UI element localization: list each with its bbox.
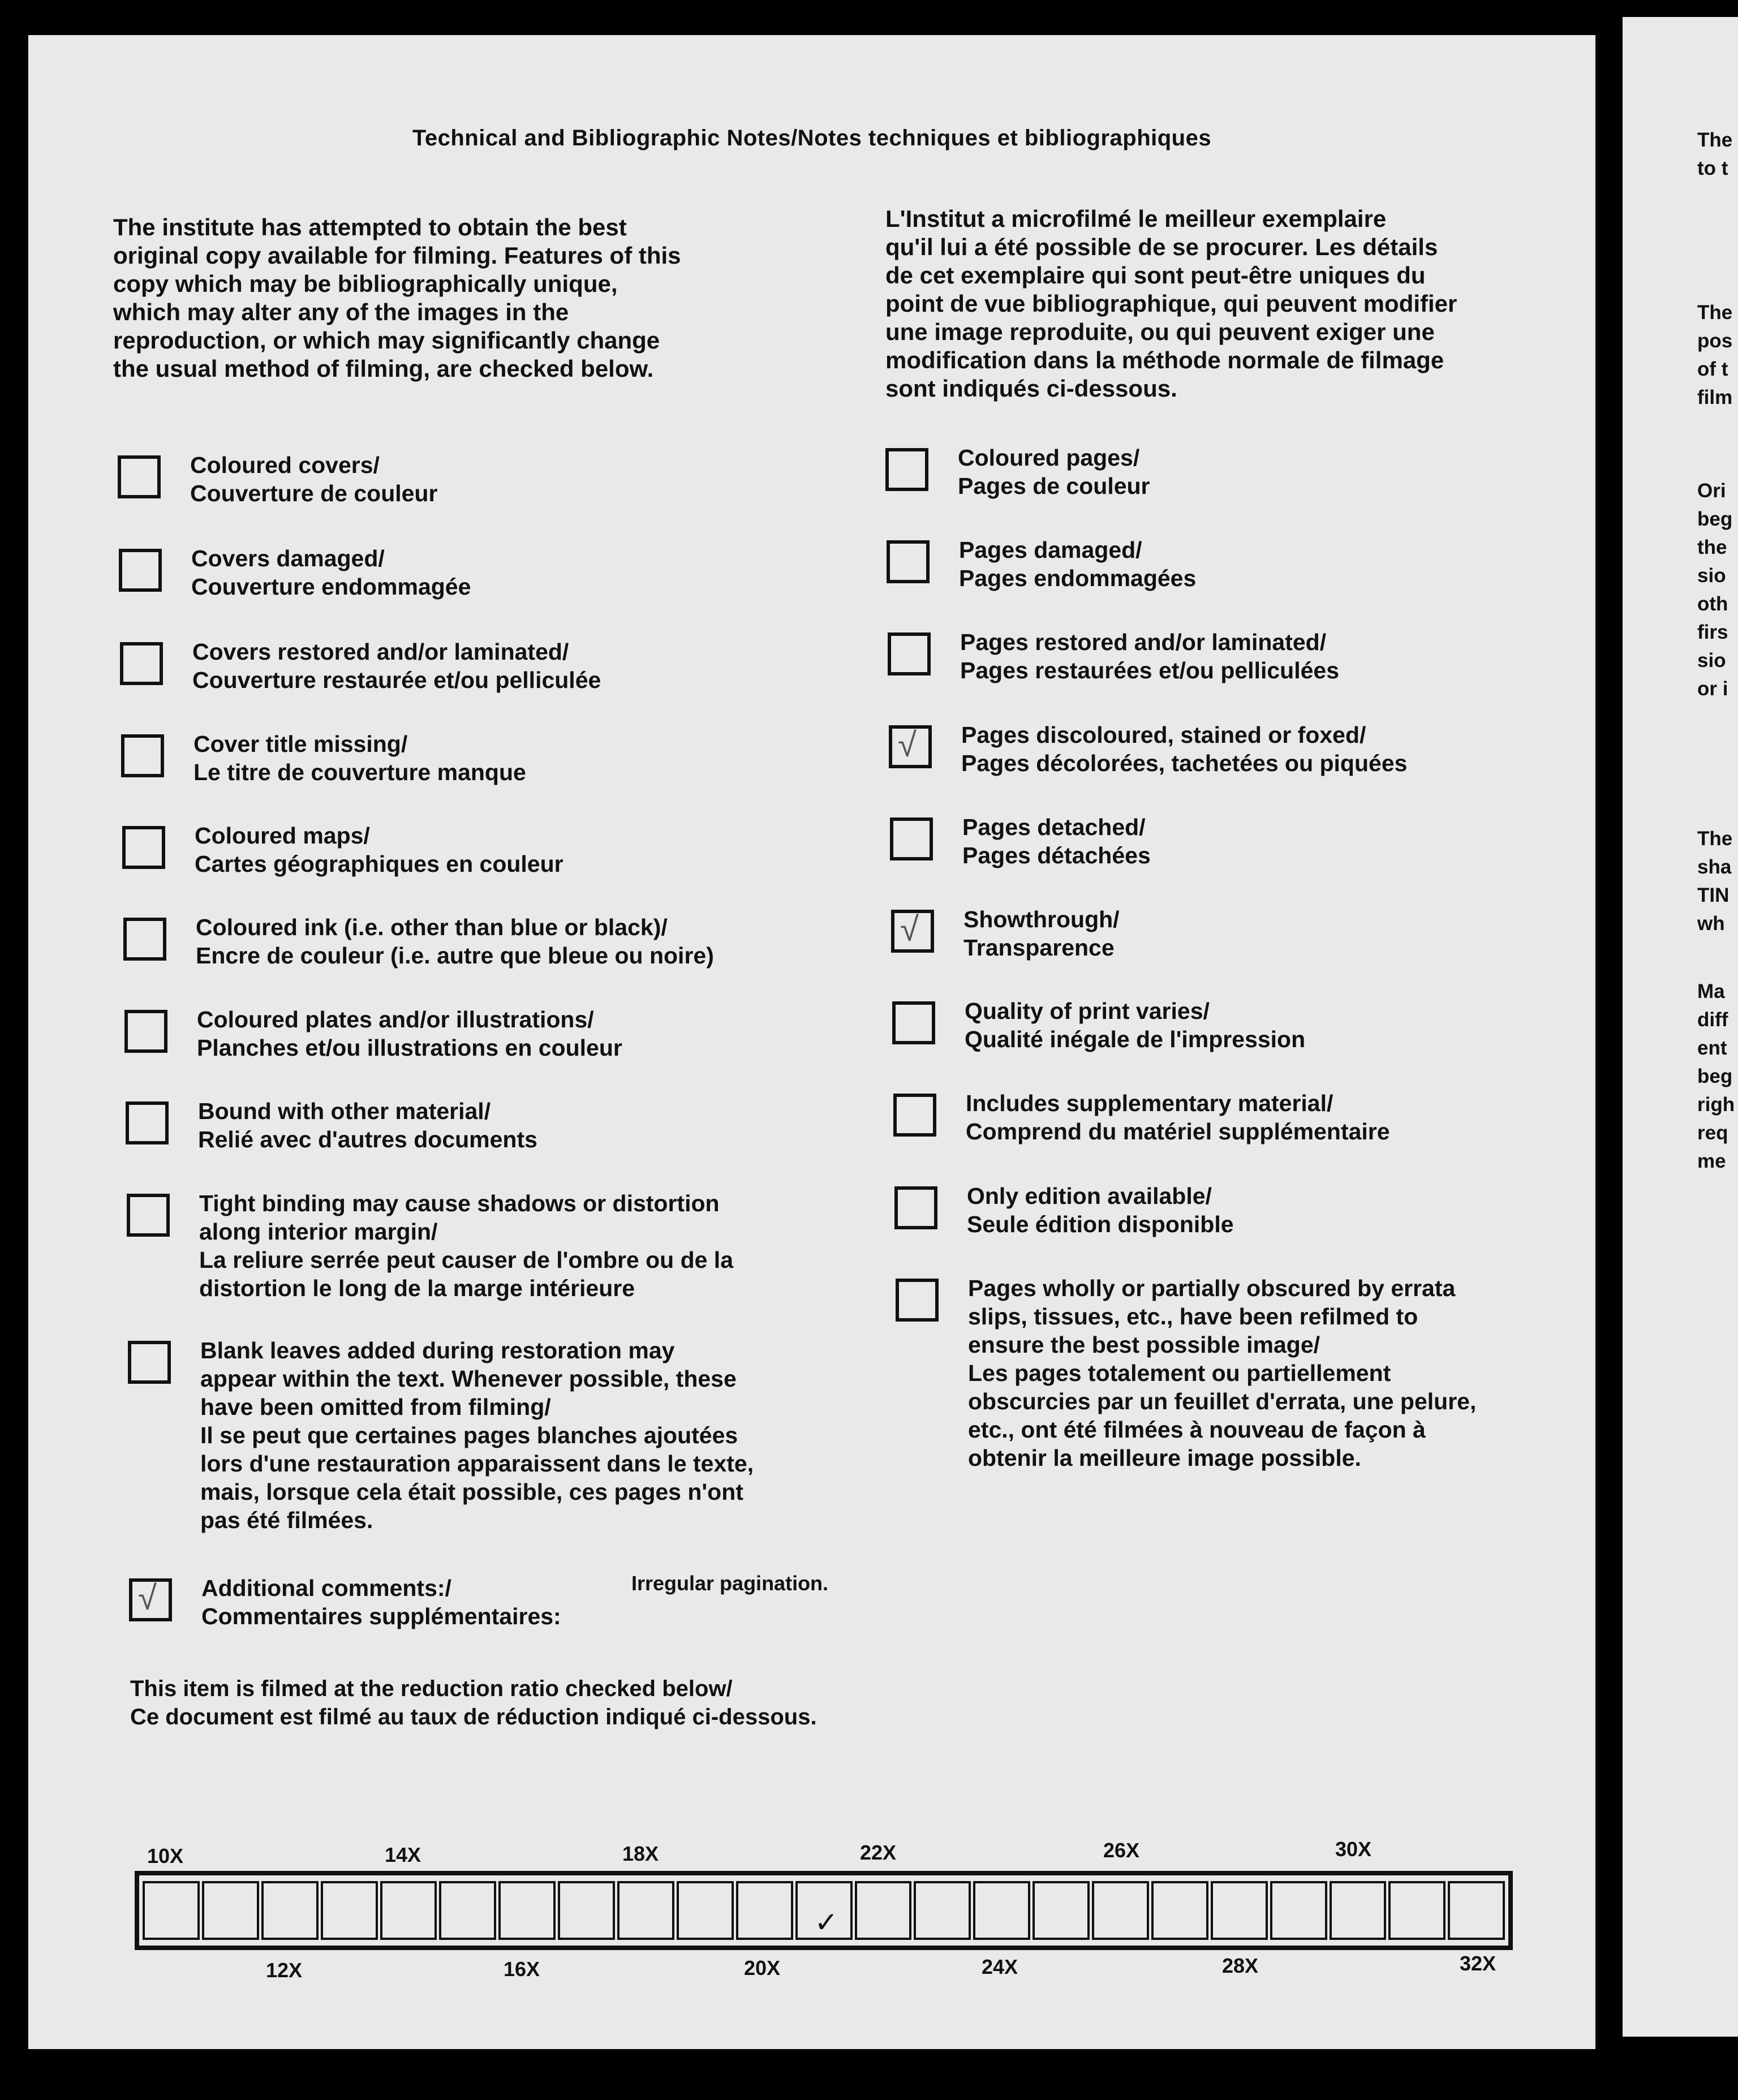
scale-label: 30X xyxy=(1335,1837,1372,1861)
checkbox-label: Includes supplementary material/ Comprend du matériel supplémentaire xyxy=(966,1090,1390,1144)
fragment-text: sha xyxy=(1697,856,1732,878)
checkbox-label: Cover title missing/ Le titre de couverture manque xyxy=(193,731,526,785)
intro-french: L'Institut a microfilmé le meilleur exemplaire qu'il lui a été possible de se procurer. Les détails de cet exemplaire qui sont peut-être uniques du point de vue bibliographique, qui peuvent modifier une image reproduite, ou qui peuvent exiger une modification dans la méthode normale de filmage sont indiqués ci-dessous. xyxy=(885,205,1457,402)
checkbox-checked[interactable] xyxy=(129,1578,172,1621)
additional-comments-value: Irregular pagination. xyxy=(631,1572,829,1595)
checkbox[interactable] xyxy=(122,826,165,869)
ratio-cell[interactable] xyxy=(261,1881,319,1940)
checkbox-item-additional-comments[interactable] xyxy=(129,1574,561,1630)
fragment-text: Ma xyxy=(1697,980,1725,1002)
ratio-cell[interactable] xyxy=(1033,1881,1090,1940)
checkbox[interactable] xyxy=(892,1001,935,1044)
fragment-text: the xyxy=(1697,536,1727,558)
fragment-text: righ xyxy=(1697,1094,1735,1116)
ratio-cell[interactable] xyxy=(855,1881,912,1940)
checkbox-item-coloured-ink[interactable] xyxy=(123,913,714,970)
scale-label: 10X xyxy=(147,1844,184,1867)
scale-label: 14X xyxy=(385,1843,421,1866)
checkbox-item-pages-detached[interactable] xyxy=(890,813,1151,870)
checkbox-item-pages-damaged[interactable] xyxy=(887,536,1196,592)
fragment-text: to t xyxy=(1697,157,1728,179)
fragment-text: firs xyxy=(1697,621,1728,643)
scale-label: 32X xyxy=(1460,1952,1496,1975)
ratio-cell[interactable] xyxy=(736,1881,793,1940)
scale-label: 28X xyxy=(1222,1954,1259,1977)
checkbox-item-supplementary[interactable] xyxy=(893,1089,1390,1146)
ratio-cell[interactable] xyxy=(498,1881,556,1940)
checkbox[interactable] xyxy=(888,632,931,675)
fragment-text: The xyxy=(1697,129,1733,151)
fragment-text: The xyxy=(1697,828,1733,850)
scale-label: 22X xyxy=(860,1841,897,1864)
checkbox[interactable] xyxy=(118,455,161,498)
ratio-cell[interactable] xyxy=(143,1881,200,1940)
checkbox-label: Pages detached/ Pages détachées xyxy=(962,814,1151,868)
fragment-text: sio xyxy=(1697,649,1726,672)
fragment-text: The xyxy=(1697,302,1733,324)
fragment-text: wh xyxy=(1697,913,1725,935)
checkbox[interactable] xyxy=(119,549,162,592)
checkbox-item-only-edition[interactable] xyxy=(894,1182,1234,1238)
intro-english: The institute has attempted to obtain the best original copy available for filming. Features of this copy which may be bibliographically unique, which may alter any of the images in the reproduction, or which may significantly change the usual method of filming, are checked below. xyxy=(113,214,681,382)
ratio-cell[interactable] xyxy=(1092,1881,1149,1940)
checkbox-checked[interactable] xyxy=(889,725,932,768)
scale-label: 16X xyxy=(504,1957,540,1981)
checkbox[interactable] xyxy=(885,448,928,491)
fragment-text: req xyxy=(1697,1122,1728,1144)
checkbox-item-blank-leaves[interactable] xyxy=(128,1336,754,1534)
ratio-cell[interactable] xyxy=(321,1881,378,1940)
checkbox-label: Covers damaged/ Couverture endommagée xyxy=(191,545,471,600)
ratio-cell[interactable] xyxy=(202,1881,259,1940)
checkbox-label: Pages wholly or partially obscured by errata slips, tissues, etc., have been refilmed to ensure the best possible image/ Les pages totalement ou partiellement obscurcies par un feuillet d'errata, une pelure, etc., ont été filmées à nouveau de façon à obtenir la meilleure image possible. xyxy=(968,1275,1477,1471)
ratio-cell[interactable] xyxy=(1448,1881,1505,1940)
fragment-text: beg xyxy=(1697,1065,1733,1087)
checkbox[interactable] xyxy=(887,540,930,583)
fragment-text: TIN xyxy=(1697,884,1730,906)
fragment-text: ent xyxy=(1697,1037,1727,1059)
adjacent-page-fragment xyxy=(1623,17,1738,2037)
fragment-text: sio xyxy=(1697,565,1726,587)
fragment-text: pos xyxy=(1697,330,1733,352)
ratio-cell[interactable] xyxy=(1330,1881,1387,1940)
checkbox-label: Coloured ink (i.e. other than blue or black)/ Encre de couleur (i.e. autre que bleue ou noire) xyxy=(196,914,714,969)
ratio-cell[interactable] xyxy=(617,1881,674,1940)
checkbox[interactable] xyxy=(120,642,163,685)
ratio-cell[interactable] xyxy=(1270,1881,1327,1940)
checkbox[interactable] xyxy=(896,1279,939,1322)
checkbox[interactable] xyxy=(894,1186,937,1229)
checkbox-label: Blank leaves added during restoration may appear within the text. Whenever possible, these have been omitted from filming/ Il se peut que certaines pages blanches ajoutées lors d'une restauration apparaissent dans le texte, mais, lorsque cela était possible, ces pages n'ont pas été filmées. xyxy=(200,1337,754,1533)
ratio-cell[interactable] xyxy=(439,1881,496,1940)
checkbox-label: Coloured maps/ Cartes géographiques en couleur xyxy=(195,823,563,877)
checkbox-item-quality-print[interactable] xyxy=(892,997,1305,1053)
fragment-text: oth xyxy=(1697,593,1728,615)
ratio-cell[interactable] xyxy=(1388,1881,1446,1940)
checkbox[interactable] xyxy=(890,817,933,860)
checkbox-checked[interactable] xyxy=(891,910,934,953)
checkbox-item-coloured-covers[interactable] xyxy=(118,451,437,507)
checkbox-label: Pages discoloured, stained or foxed/ Pages décolorées, tachetées ou piquées xyxy=(961,722,1408,776)
ratio-cell[interactable] xyxy=(380,1881,437,1940)
fragment-text: or i xyxy=(1697,678,1728,700)
checkbox-label: Bound with other material/ Relié avec d'autres documents xyxy=(198,1098,537,1152)
checkbox-label: Pages restored and/or laminated/ Pages restaurées et/ou pelliculées xyxy=(960,629,1339,683)
scale-label: 18X xyxy=(622,1842,659,1865)
page-title: Technical and Bibliographic Notes/Notes techniques et bibliographiques xyxy=(412,126,1212,150)
reduction-ratio-text: This item is filmed at the reduction ratio checked below/ Ce document est filmé au taux de réduction indiqué ci-dessous. xyxy=(130,1676,817,1729)
checkbox-label: Pages damaged/ Pages endommagées xyxy=(959,537,1197,591)
checkbox[interactable] xyxy=(126,1101,169,1144)
checkbox-label: Only edition available/ Seule édition disponible xyxy=(967,1183,1234,1237)
fragment-text: diff xyxy=(1697,1009,1728,1031)
fragment-text: beg xyxy=(1697,508,1733,530)
ratio-cell[interactable] xyxy=(558,1881,615,1940)
checkbox[interactable] xyxy=(123,918,166,961)
checkbox[interactable] xyxy=(121,734,164,777)
checkbox-item-pages-discoloured[interactable] xyxy=(889,721,1407,777)
scale-label: 12X xyxy=(266,1959,303,1982)
checkbox-item-cover-title-missing[interactable] xyxy=(121,730,526,786)
fragment-text: of t xyxy=(1697,358,1728,380)
checkbox-label: Coloured plates and/or illustrations/ Planches et/ou illustrations en couleur xyxy=(197,1006,622,1061)
checkbox-label: Coloured covers/ Couverture de couleur xyxy=(190,452,438,506)
ratio-cell[interactable] xyxy=(677,1881,734,1940)
checkbox-label: Showthrough/ Transparence xyxy=(963,906,1120,961)
checkbox-item-coloured-pages[interactable] xyxy=(885,444,1150,500)
fragment-text: Ori xyxy=(1697,480,1726,502)
ratio-cell[interactable] xyxy=(1211,1881,1268,1940)
checkbox-item-pages-restored[interactable] xyxy=(888,628,1339,685)
checkbox-label: Tight binding may cause shadows or distortion along interior margin/ La reliure serrée peut causer de l'ombre ou de la distortion le long de la marge intérieure xyxy=(199,1190,734,1301)
fragment-text: film xyxy=(1697,386,1733,408)
checkbox-item-tight-binding[interactable] xyxy=(127,1189,733,1302)
notes-page xyxy=(28,35,1595,2049)
checkbox[interactable] xyxy=(128,1341,171,1384)
checkbox-item-coloured-plates[interactable] xyxy=(124,1005,622,1062)
checkbox-label: Covers restored and/or laminated/ Couverture restaurée et/ou pelliculée xyxy=(192,639,601,693)
ratio-cell[interactable] xyxy=(914,1881,971,1940)
ratio-cell-checked[interactable] xyxy=(795,1881,853,1940)
checkbox[interactable] xyxy=(127,1194,170,1237)
checkbox[interactable] xyxy=(124,1010,167,1053)
checkbox-item-coloured-maps[interactable] xyxy=(122,821,563,878)
ratio-cell[interactable] xyxy=(1151,1881,1208,1940)
checkbox-item-showthrough[interactable] xyxy=(891,905,1120,962)
checkbox-item-pages-obscured[interactable] xyxy=(896,1274,1476,1472)
checkbox-label: Coloured pages/ Pages de couleur xyxy=(958,445,1150,499)
checkbox[interactable] xyxy=(893,1094,936,1137)
checkbox-item-covers-damaged[interactable] xyxy=(119,544,471,601)
checkbox-label: Quality of print varies/ Qualité inégale de l'impression xyxy=(965,998,1306,1052)
checkbox-label: Additional comments:/ Commentaires supplémentaires: xyxy=(201,1575,561,1629)
reduction-ratio-grid[interactable] xyxy=(135,1871,1513,1950)
scale-label: 24X xyxy=(982,1955,1018,1978)
checkbox-item-bound-with[interactable] xyxy=(126,1097,537,1154)
scale-label: 20X xyxy=(744,1956,781,1979)
checkbox-item-covers-restored[interactable] xyxy=(120,638,601,694)
fragment-text: me xyxy=(1697,1150,1726,1172)
scale-label: 26X xyxy=(1103,1839,1140,1862)
ratio-cell[interactable] xyxy=(973,1881,1030,1940)
